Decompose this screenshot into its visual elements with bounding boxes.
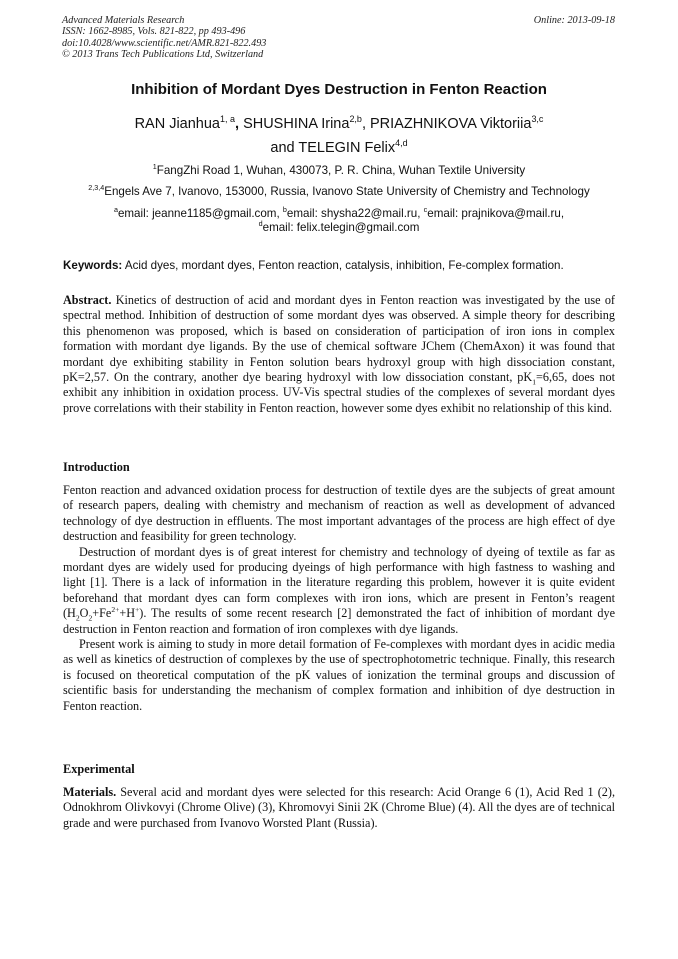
- abstract-text: =6,65, does not exhibit any inhibition in oxidation process. UV-Vis spectral studies of the complexes of several mordant dyes prove correlations with their stability in Fenton reaction, however some dyes exhibit no relationship of this kind.: [63, 370, 615, 415]
- email-line-2: [0, 221, 678, 235]
- intro-text: +H: [119, 606, 136, 621]
- author-separator: ,: [361, 116, 370, 132]
- author-name: PRIAZHNIKOVA Viktoriia: [370, 116, 532, 132]
- experimental-body: [63, 785, 615, 831]
- journal-name: Advanced Materials Research: [62, 15, 185, 26]
- email-sup: a: [113, 205, 118, 215]
- online-date: Online: 2013-09-18: [533, 15, 615, 26]
- author-name: RAN Jianhua: [134, 116, 220, 132]
- author-name: SHUSHINA Irina: [243, 116, 350, 132]
- affil-text: Engels Ave 7, Ivanovo, 153000, Russia, Ivanovo State University of Chemistry and Technology: [104, 185, 590, 198]
- email-text: email: jeanne1185@gmail.com,: [117, 207, 283, 220]
- intro-text: +Fe: [92, 606, 112, 621]
- author-separator: ,: [235, 116, 244, 132]
- intro-paragraph-1: Fenton reaction and advanced oxidation process for destruction of textile dyes are the subjects of great amount of research papers, dealing with chemistry and mechanism of reaction as well as development of advanced technology of dye destruction in effluents. The most important advantages of the process are high effect of dye destruction and feasibility for green technology.: [63, 483, 615, 544]
- keywords: [63, 259, 623, 273]
- email-sup: b: [282, 205, 287, 215]
- doi-line: doi:10.4028/www.scientific.net/AMR.821-822.493: [62, 37, 267, 49]
- author-name: TELEGIN Felix: [298, 140, 396, 156]
- author-affil-sup: 4,d: [395, 138, 408, 149]
- abstract-label: Abstract.: [63, 293, 112, 307]
- author-affil-sup: 3,c: [531, 114, 544, 125]
- author-and: and: [270, 140, 299, 156]
- author-affil-sup: 1, a: [220, 114, 235, 125]
- author-line-2: [0, 140, 678, 157]
- email-text: email: prajnikova@mail.ru,: [427, 207, 565, 220]
- materials-label: Materials.: [63, 785, 117, 799]
- affiliation-2: [0, 185, 678, 199]
- email-sup: c: [423, 205, 428, 215]
- email-sup: d: [258, 219, 263, 229]
- introduction-body: [63, 483, 615, 714]
- affiliation-1: [0, 164, 678, 178]
- formula-superscript: 2+: [111, 605, 120, 615]
- intro-paragraph-3: Present work is aiming to study in more detail formation of Fe-complexes with mordant dyes in acidic media as well as kinetics of destruction of complexes by the use of spectrophotometric technique. Finally, this research is focused on theoretical computation of the pK values of ionization the terminal groups and discussion of scientific basis for understanding the mechanism of complex formation and inhibition of dye destruction in Fenton reaction.: [63, 637, 615, 713]
- journal-header: [62, 15, 266, 60]
- affil-text: FangZhi Road 1, Wuhan, 430073, P. R. China, Wuhan Textile University: [156, 164, 526, 177]
- author-line-1: [0, 116, 678, 133]
- formula-subscript: 2: [75, 613, 80, 623]
- email-text: email: shysha22@mail.ru,: [286, 207, 424, 220]
- paper-title: Inhibition of Mordant Dyes Destruction in Fenton Reaction: [131, 81, 547, 98]
- affil-sup: 1: [152, 162, 157, 172]
- abstract: [63, 293, 615, 416]
- intro-text: Destruction of mordant dyes is of great interest for chemistry and technology of dyeing of textile as far as mordant dyes are widely used for producing dyeings of high performance with high fastness to washing and light [1]. There is a lack of information in the literature regarding this problem, however it is quite evident beforehand that mordant dyes can form complexes with iron ions, which are present in Fenton’s reagent (H: [63, 544, 615, 621]
- experimental-heading: Experimental: [63, 762, 135, 776]
- materials-text: Several acid and mordant dyes were selected for this research: Acid Orange 6 (1), Acid Red 1 (2), Odnokhrom Olivkovyi (Chrome Olive) (3), Khromovyi Sinii 2K (Chrome Blue) (4). All the dyes are of technical grade and were purchased from Ivanovo Worsted Plant (Russia).: [63, 785, 615, 830]
- author-affil-sup: 2,b: [349, 114, 362, 125]
- email-line-1: [0, 207, 678, 221]
- abstract-subscript: 1: [532, 377, 536, 387]
- issn-line: ISSN: 1662-8985, Vols. 821-822, pp 493-496: [62, 26, 246, 38]
- keywords-label: Keywords:: [63, 259, 123, 272]
- keywords-text: Acid dyes, mordant dyes, Fenton reaction, catalysis, inhibition, Fe-complex formation.: [122, 259, 564, 272]
- intro-paragraph-2: [63, 545, 615, 637]
- copyright-line: © 2013 Trans Tech Publications Ltd, Switzerland: [62, 48, 264, 60]
- email-text: email: felix.telegin@gmail.com: [262, 221, 420, 234]
- formula-superscript: +: [135, 605, 140, 615]
- intro-text: ). The results of some recent research [2] demonstrated the fact of inhibition of mordant dye destruction in Fenton reaction and formation of iron complexes with dye ligands.: [63, 606, 615, 636]
- intro-text: O: [79, 606, 89, 621]
- affil-sup: 2,3,4: [88, 183, 105, 193]
- abstract-text: Kinetics of destruction of acid and mordant dyes in Fenton reaction was investigated by the use of spectral method. Inhibition of destruction of some mordant dyes was observed. A simple theory for describing this phenomenon was proposed, which is based on consideration of participation of iron ions in complex formation with mordant dye ligands. By the use of chemical software JChem (ChemAxon) it was found that mordant dye exhibiting stability in Fenton solution bears hydroxyl group with high dissociation constant, pK=2,57. On the contrary, another dye bearing hydroxyl with low dissociation constant, pK: [63, 293, 615, 385]
- introduction-heading: Introduction: [63, 460, 130, 474]
- formula-subscript: 2: [88, 613, 93, 623]
